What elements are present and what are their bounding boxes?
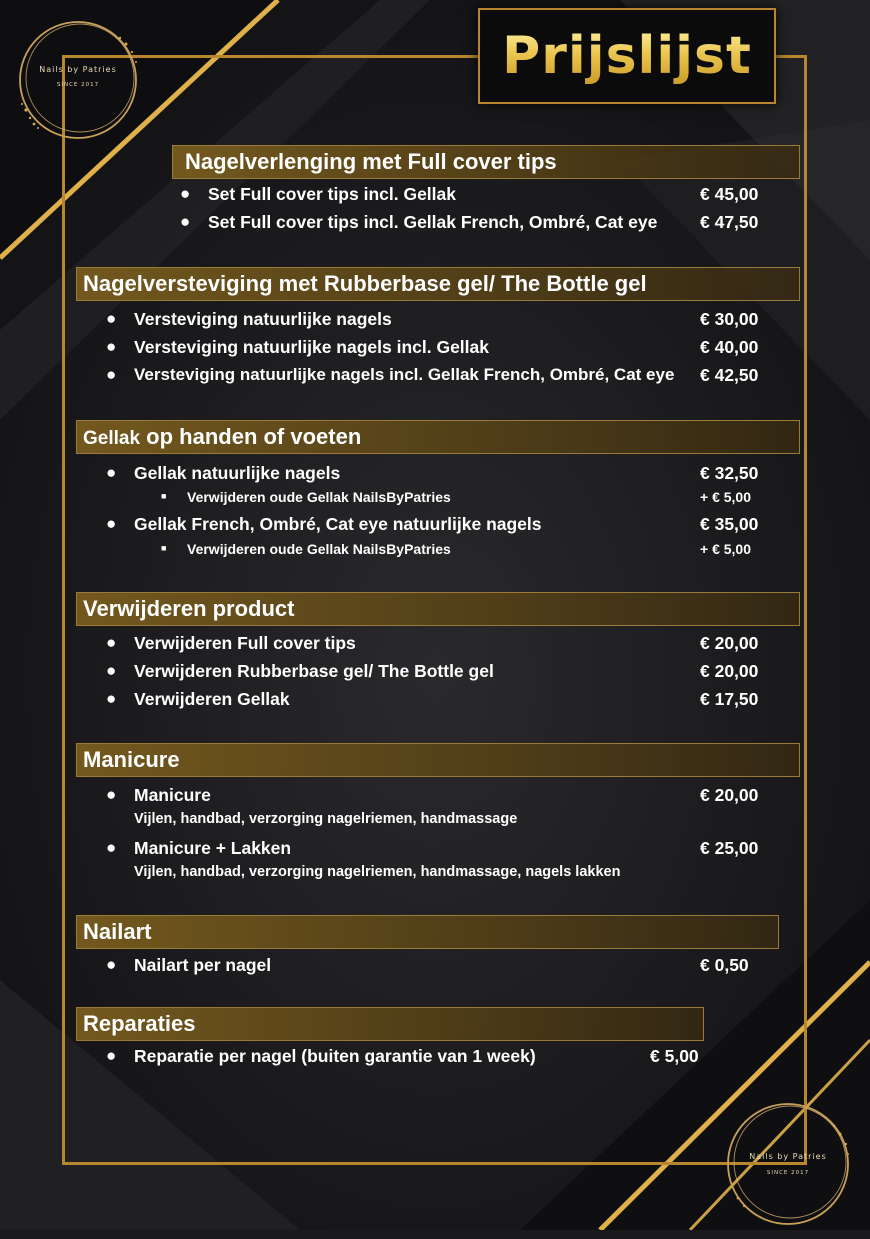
- item-price: € 25,00: [700, 838, 759, 858]
- bullet-icon: ●: [106, 1046, 117, 1065]
- item-description: Vijlen, handbad, verzorging nagelriemen, handmassage: [134, 811, 518, 827]
- logo-ring-icon: [8, 10, 148, 150]
- logo-bottom-right: [718, 1094, 858, 1234]
- section-title: Nailart: [83, 919, 152, 944]
- item-label: Reparatie per nagel (buiten garantie van 1 week): [134, 1046, 536, 1066]
- item-label: Versteviging natuurlijke nagels incl. Gellak French, Ombré, Cat eye: [134, 365, 675, 384]
- item-label: Versteviging natuurlijke nagels: [134, 309, 392, 329]
- item-label: Manicure + Lakken: [134, 838, 292, 858]
- sub-item-price: + € 5,00: [700, 489, 751, 505]
- bullet-icon: ●: [180, 212, 191, 231]
- item-label: Verwijderen Full cover tips: [134, 633, 356, 653]
- bullet-icon: ●: [180, 184, 191, 203]
- section-header-nagelversteviging: [76, 267, 800, 301]
- page-title: Prijslijst: [502, 26, 752, 86]
- bullet-icon: ●: [106, 785, 117, 804]
- sub-item-price: + € 5,00: [700, 541, 751, 557]
- logo-name: Nails by Patries: [749, 1152, 827, 1161]
- section-header-nailart: [76, 915, 779, 949]
- item-price: € 20,00: [700, 785, 759, 805]
- square-bullet-icon: ■: [161, 543, 167, 553]
- logo-ring-icon: [718, 1094, 858, 1234]
- item-label: Nailart per nagel: [134, 955, 272, 975]
- logo-since: SINCE 2017: [56, 82, 100, 88]
- section-title: Verwijderen product: [83, 596, 295, 621]
- section-title: Nagelverlenging met Full cover tips: [185, 149, 557, 174]
- section-header-reparaties: [76, 1007, 704, 1041]
- bullet-icon: ●: [106, 838, 117, 857]
- logo-name: Nails by Patries: [39, 65, 117, 74]
- item-label: Set Full cover tips incl. Gellak: [208, 184, 456, 204]
- section-title-part2: op handen of voeten: [146, 424, 362, 449]
- square-bullet-icon: ■: [161, 491, 167, 501]
- bullet-icon: ●: [106, 689, 117, 708]
- bullet-icon: ●: [106, 633, 117, 652]
- section-title: [77, 424, 361, 450]
- item-price: € 20,00: [700, 633, 759, 653]
- section-title: Nagelversteviging met Rubberbase gel/ The Bottle gel: [83, 271, 647, 296]
- item-price: € 30,00: [700, 309, 759, 329]
- bullet-icon: ●: [106, 365, 117, 384]
- item-label: Gellak natuurlijke nagels: [134, 463, 341, 483]
- item-label: Verwijderen Rubberbase gel/ The Bottle gel: [134, 661, 494, 681]
- bullet-icon: ●: [106, 955, 117, 974]
- item-price: € 32,50: [700, 463, 759, 483]
- bullet-icon: ●: [106, 463, 117, 482]
- item-price: € 40,00: [700, 337, 759, 357]
- section-header-nagelverlenging: [172, 145, 800, 179]
- item-price: € 5,00: [650, 1046, 699, 1066]
- item-price: € 47,50: [700, 212, 759, 232]
- item-description: Vijlen, handbad, verzorging nagelriemen, handmassage, nagels lakken: [134, 864, 621, 880]
- item-price: € 35,00: [700, 514, 759, 534]
- section-title: Manicure: [83, 747, 180, 772]
- sub-item-label: Verwijderen oude Gellak NailsByPatries: [187, 541, 451, 557]
- item-price: € 17,50: [700, 689, 759, 709]
- item-label: Gellak French, Ombré, Cat eye natuurlijke nagels: [134, 514, 542, 534]
- bullet-icon: ●: [106, 337, 117, 356]
- section-header-verwijderen: [76, 592, 800, 626]
- item-price: € 20,00: [700, 661, 759, 681]
- section-header-manicure: [76, 743, 800, 777]
- item-price: € 0,50: [700, 955, 749, 975]
- item-price: € 45,00: [700, 184, 759, 204]
- item-label: Versteviging natuurlijke nagels incl. Gellak: [134, 337, 489, 357]
- item-label: Manicure: [134, 785, 211, 805]
- section-header-gellak: [76, 420, 800, 454]
- bullet-icon: ●: [106, 309, 117, 328]
- section-title-part1: Gellak: [83, 428, 141, 449]
- logo-since: SINCE 2017: [766, 1170, 810, 1176]
- logo-top-left: [8, 10, 148, 150]
- item-price: € 42,50: [700, 365, 759, 385]
- section-title: Reparaties: [83, 1011, 196, 1036]
- bullet-icon: ●: [106, 514, 117, 533]
- item-label: Verwijderen Gellak: [134, 689, 290, 709]
- sub-item-label: Verwijderen oude Gellak NailsByPatries: [187, 489, 451, 505]
- item-label: Set Full cover tips incl. Gellak French, Ombré, Cat eye: [208, 212, 658, 232]
- bullet-icon: ●: [106, 661, 117, 680]
- title-box: [478, 8, 776, 104]
